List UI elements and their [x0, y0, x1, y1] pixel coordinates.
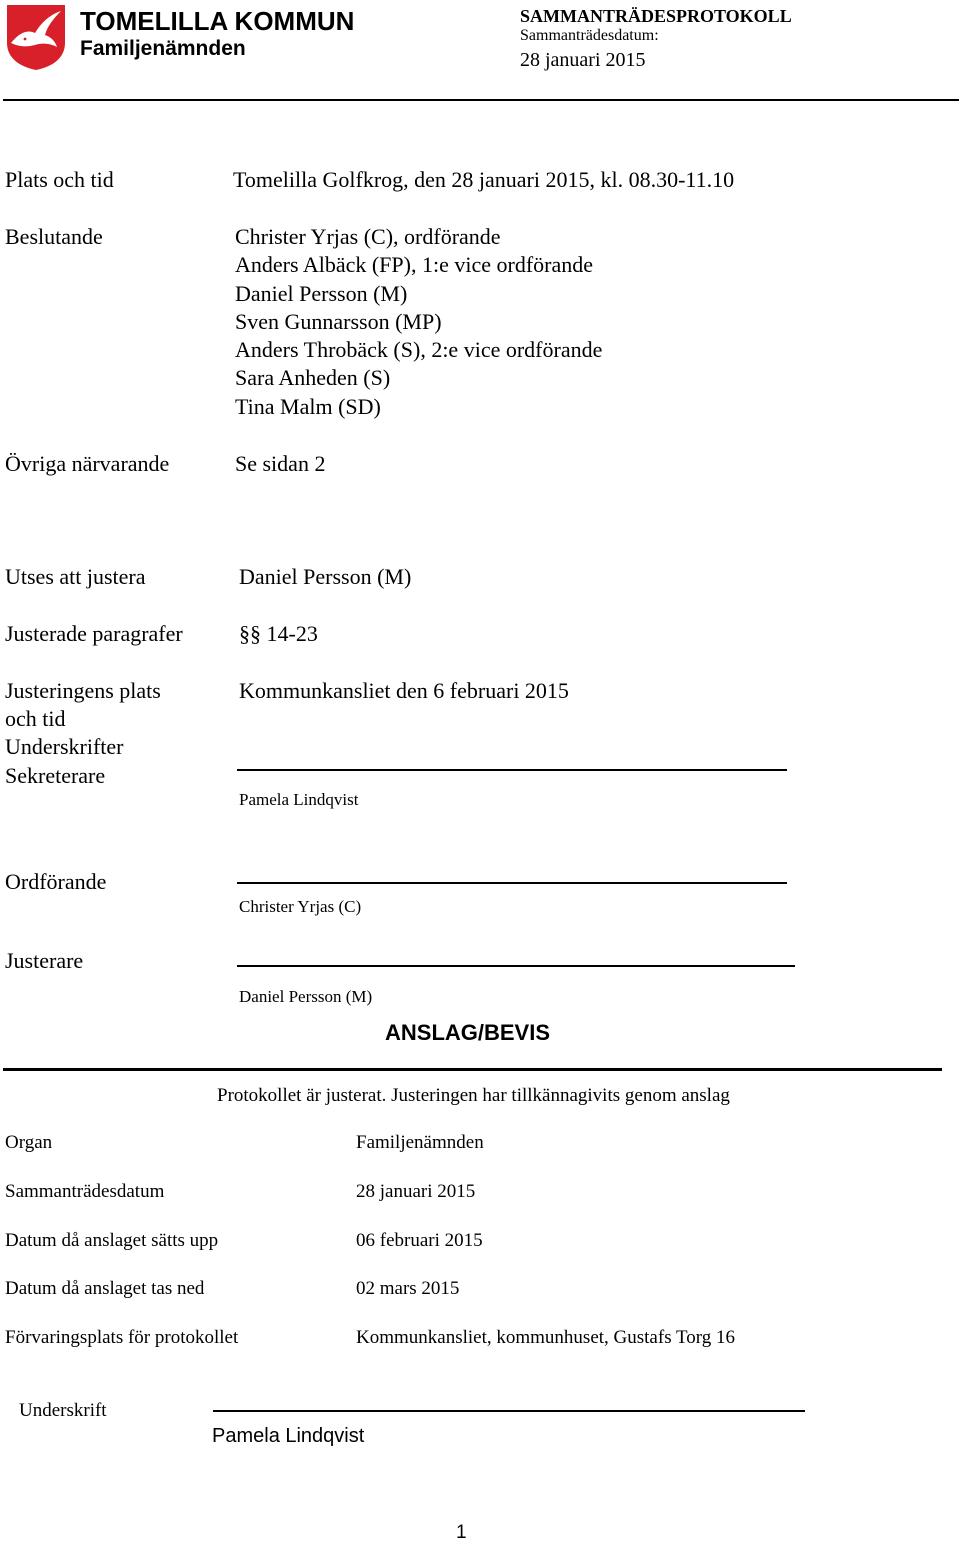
place-label: Plats och tid — [5, 167, 114, 192]
meeting-date-value: 28 januari 2015 — [520, 49, 646, 71]
document-type: SAMMANTRÄDESPROTOKOLL — [520, 6, 792, 26]
adjuster-name: Daniel Persson (M) — [239, 987, 373, 1006]
adjustment-place-label-1: Justeringens plats — [5, 678, 161, 703]
committee-name: Familjenämnden — [80, 37, 246, 60]
member-2: Anders Albäck (FP), 1:e vice ordförande — [235, 252, 594, 278]
notice-row-label: Datum då anslaget tas ned — [5, 1278, 205, 1299]
decision-label: Beslutande — [5, 224, 103, 249]
secretary-name: Pamela Lindqvist — [239, 790, 359, 809]
adjustment-place-label-2: och tid — [5, 706, 66, 731]
municipality-name: TOMELILLA KOMMUN — [80, 6, 355, 36]
notice-divider — [3, 1068, 942, 1071]
header-divider — [3, 99, 959, 101]
seagull-shield-icon — [5, 3, 67, 71]
appointed-value: Daniel Persson (M) — [239, 564, 412, 589]
notice-signature-line — [213, 1410, 805, 1412]
notice-row-value: Kommunkansliet, kommunhuset, Gustafs Torg 16 — [356, 1327, 736, 1348]
notice-row-label: Datum då anslaget sätts upp — [5, 1230, 219, 1251]
others-label: Övriga närvarande — [5, 451, 170, 476]
notice-row-value: 02 mars 2015 — [356, 1278, 460, 1299]
chair-signature-line — [237, 882, 787, 884]
secretary-label: Sekreterare — [5, 763, 106, 788]
page-number: 1 — [456, 1522, 467, 1543]
notice-statement: Protokollet är justerat. Justeringen har tillkännagivits genom anslag — [217, 1085, 730, 1106]
chair-name: Christer Yrjas (C) — [239, 897, 362, 916]
secretary-signature-line — [237, 769, 787, 771]
notice-title: ANSLAG/BEVIS — [385, 1020, 551, 1045]
notice-row-value: 28 januari 2015 — [356, 1181, 476, 1202]
place-value: Tomelilla Golfkrog, den 28 januari 2015, kl. 08.30-11.10 — [233, 167, 735, 192]
appointed-label: Utses att justera — [5, 564, 146, 589]
member-3: Daniel Persson (M) — [235, 280, 408, 306]
others-value: Se sidan 2 — [235, 451, 326, 476]
meeting-date-label: Sammanträdesdatum: — [520, 27, 659, 44]
signatures-label: Underskrifter — [5, 734, 124, 759]
notice-row-value: 06 februari 2015 — [356, 1230, 483, 1251]
notice-signature-name: Pamela Lindqvist — [212, 1425, 365, 1447]
member-4: Sven Gunnarsson (MP) — [235, 308, 442, 334]
paragraphs-label: Justerade paragrafer — [5, 621, 183, 646]
chair-label: Ordförande — [5, 869, 107, 894]
member-1: Christer Yrjas (C), ordförande — [235, 224, 501, 249]
notice-row-label: Sammanträdesdatum — [5, 1181, 165, 1202]
notice-row-label: Organ — [5, 1132, 53, 1153]
member-5: Anders Throbäck (S), 2:e vice ordförande — [235, 337, 603, 363]
notice-row-label: Förvaringsplats för protokollet — [5, 1327, 239, 1348]
adjuster-signature-line — [237, 965, 795, 967]
member-7: Tina Malm (SD) — [235, 393, 381, 419]
notice-row-value: Familjenämnden — [356, 1132, 484, 1153]
notice-signature-label: Underskrift — [19, 1400, 107, 1421]
member-6: Sara Anheden (S) — [235, 365, 391, 391]
adjustment-place-value: Kommunkansliet den 6 februari 2015 — [239, 678, 569, 703]
decision-members — [235, 223, 602, 421]
adjuster-label: Justerare — [5, 948, 84, 973]
paragraphs-value: §§ 14-23 — [239, 621, 318, 646]
